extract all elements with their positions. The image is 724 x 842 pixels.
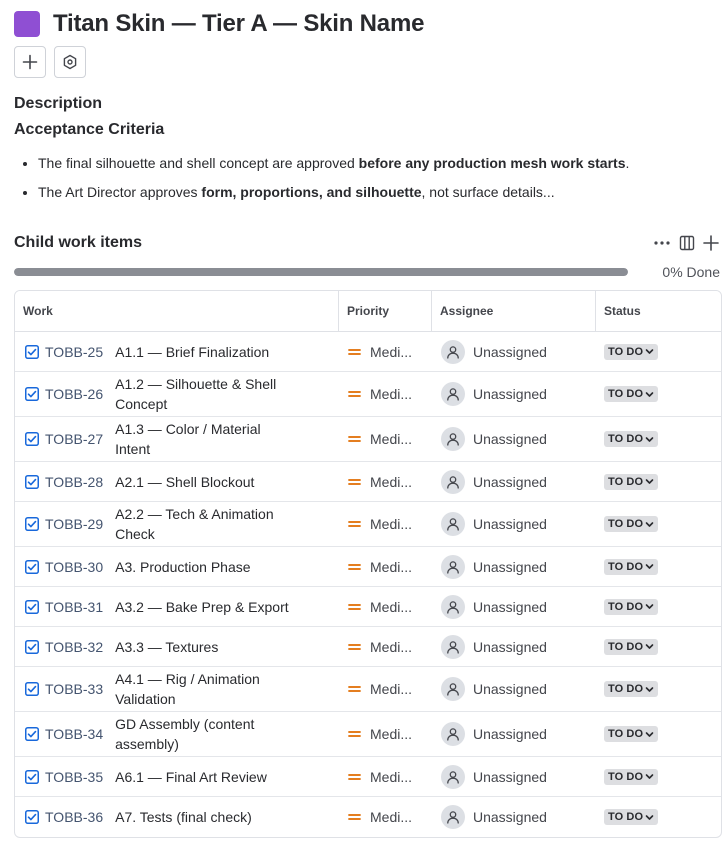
priority-cell[interactable]: [339, 332, 432, 371]
avatar: [441, 340, 465, 364]
status-badge[interactable]: [604, 344, 658, 360]
plus-icon[interactable]: [702, 235, 720, 251]
assignee-cell[interactable]: [432, 757, 596, 796]
task-checkbox-icon: [25, 770, 39, 784]
more-icon[interactable]: [652, 235, 672, 251]
status-badge[interactable]: [604, 681, 658, 697]
priority-label: Medi...: [370, 558, 413, 575]
assignee-label: Unassigned: [473, 516, 547, 532]
priority-label: Medi...: [370, 598, 413, 615]
priority-medium-icon: [348, 519, 361, 529]
task-checkbox-icon: [25, 600, 39, 614]
work-cell: [15, 712, 339, 756]
description-heading: Description: [14, 95, 103, 112]
chevron-down-icon: [645, 390, 654, 399]
priority-cell[interactable]: [339, 587, 432, 626]
work-item-key[interactable]: TOBB-32: [45, 638, 104, 655]
work-item-summary[interactable]: A3.2 — Bake Prep & Export: [115, 598, 289, 615]
assignee-label: Unassigned: [473, 343, 547, 360]
assignee-label: Unassigned: [473, 598, 547, 615]
priority-label: Medi...: [370, 473, 413, 490]
child-work-items-table: [14, 290, 722, 838]
work-item-key[interactable]: TOBB-30: [45, 558, 104, 575]
status-badge[interactable]: [604, 559, 658, 575]
chevron-down-icon: [645, 730, 654, 739]
work-item-summary[interactable]: GD Assembly (content assembly): [115, 716, 255, 752]
user-icon: [446, 475, 460, 489]
status-badge[interactable]: [604, 386, 658, 402]
progress: [14, 262, 720, 282]
avatar: [441, 427, 465, 451]
status-badge[interactable]: [604, 769, 658, 785]
status-cell: [596, 797, 721, 837]
work-item-key[interactable]: TOBB-25: [45, 343, 104, 360]
user-icon: [446, 387, 460, 401]
page-title[interactable]: Titan Skin — Tier A — Skin Name: [53, 10, 425, 37]
table-row[interactable]: [15, 462, 721, 502]
priority-cell[interactable]: [339, 547, 432, 586]
work-item-summary[interactable]: A2.1 — Shell Blockout: [115, 473, 255, 490]
priority-cell[interactable]: [339, 667, 432, 711]
avatar: [441, 677, 465, 701]
progress-bar: [14, 268, 628, 276]
task-checkbox-icon: [25, 810, 39, 824]
priority-medium-icon: [348, 347, 361, 357]
status-cell: [596, 627, 721, 666]
status-cell: [596, 667, 721, 711]
status-label: TO DO: [608, 518, 644, 530]
avatar: [441, 382, 465, 406]
user-icon: [446, 682, 460, 696]
chevron-down-icon: [645, 813, 654, 822]
column-header-status[interactable]: Status: [604, 304, 641, 318]
table-row[interactable]: [15, 547, 721, 587]
work-cell: [15, 502, 339, 546]
assignee-cell[interactable]: [432, 667, 596, 711]
assignee-label: Unassigned: [473, 473, 547, 490]
priority-cell[interactable]: [339, 372, 432, 416]
task-checkbox-icon: [25, 560, 39, 574]
avatar: [441, 635, 465, 659]
work-item-key[interactable]: TOBB-35: [45, 768, 104, 785]
priority-cell[interactable]: [339, 502, 432, 546]
work-cell: [15, 627, 339, 666]
status-cell: [596, 372, 721, 416]
chevron-down-icon: [645, 562, 654, 571]
status-badge[interactable]: [604, 431, 658, 447]
chevron-down-icon: [645, 435, 654, 444]
priority-cell[interactable]: [339, 712, 432, 756]
assignee-cell[interactable]: [432, 332, 596, 371]
work-item-summary[interactable]: A1.1 — Brief Finalization: [115, 343, 270, 360]
user-icon: [446, 810, 460, 824]
column-header-work[interactable]: Work: [15, 291, 339, 331]
work-cell: [15, 667, 339, 711]
assignee-cell[interactable]: [432, 712, 596, 756]
avatar: [441, 512, 465, 536]
priority-label: Medi...: [370, 726, 413, 742]
table-row[interactable]: [15, 797, 721, 837]
work-item-summary[interactable]: A4.1 — Rig / Animation Validation: [115, 671, 260, 707]
status-label: TO DO: [608, 600, 644, 613]
chevron-down-icon: [645, 642, 654, 651]
table-row[interactable]: [15, 627, 721, 667]
table-row[interactable]: [15, 757, 721, 797]
work-cell: [15, 757, 339, 796]
task-checkbox-icon: [25, 475, 39, 489]
user-icon: [446, 432, 460, 446]
work-item-summary[interactable]: A1.2 — Silhouette & Shell Concept: [115, 376, 277, 412]
status-label: TO DO: [608, 811, 644, 823]
work-item-key[interactable]: TOBB-28: [45, 473, 104, 490]
user-icon: [446, 640, 460, 654]
status-label: TO DO: [608, 770, 644, 783]
chevron-down-icon: [645, 520, 654, 529]
status-badge[interactable]: [604, 639, 658, 655]
avatar: [441, 470, 465, 494]
status-badge[interactable]: [604, 599, 658, 615]
add-button[interactable]: [14, 46, 46, 78]
work-cell: [15, 797, 339, 837]
work-item-key[interactable]: TOBB-33: [45, 681, 104, 697]
status-label: TO DO: [608, 388, 644, 400]
assignee-cell[interactable]: [432, 502, 596, 546]
task-checkbox-icon: [25, 517, 39, 531]
priority-medium-icon: [348, 642, 361, 652]
status-cell: [596, 502, 721, 546]
status-cell: [596, 757, 721, 796]
list-item: • The Art Director approves form, proportions, and silhouette, not surface details...: [38, 183, 714, 201]
work-cell: [15, 587, 339, 626]
table-row[interactable]: [15, 502, 721, 547]
work-cell: [15, 372, 339, 416]
work-item-key[interactable]: TOBB-29: [45, 516, 104, 532]
priority-medium-icon: [348, 434, 361, 444]
task-checkbox-icon: [25, 432, 39, 446]
status-label: TO DO: [608, 475, 644, 488]
progress-fill: [14, 268, 628, 276]
work-item-summary[interactable]: A2.2 — Tech & Animation Check: [115, 506, 274, 542]
status-cell: [596, 332, 721, 371]
assignee-cell[interactable]: [432, 587, 596, 626]
work-item-summary[interactable]: A1.3 — Color / Material Intent: [115, 421, 261, 457]
table-row[interactable]: [15, 372, 721, 417]
priority-cell[interactable]: [339, 462, 432, 501]
assignee-label: Unassigned: [473, 681, 547, 697]
status-badge[interactable]: [604, 474, 658, 490]
assignee-label: Unassigned: [473, 431, 547, 447]
list-item: • The final silhouette and shell concept are approved before any production mesh work starts.: [38, 154, 714, 172]
assignee-label: Unassigned: [473, 558, 547, 575]
priority-cell[interactable]: [339, 417, 432, 461]
task-checkbox-icon: [25, 345, 39, 359]
status-cell: [596, 547, 721, 586]
table-row[interactable]: [15, 417, 721, 462]
priority-medium-icon: [348, 562, 361, 572]
task-checkbox-icon: [25, 640, 39, 654]
status-label: TO DO: [608, 683, 644, 695]
task-checkbox-icon: [25, 387, 39, 401]
priority-label: Medi...: [370, 809, 413, 825]
priority-label: Medi...: [370, 638, 413, 655]
table-row[interactable]: [15, 667, 721, 712]
status-label: TO DO: [608, 433, 644, 445]
work-item-key[interactable]: TOBB-34: [45, 726, 104, 742]
column-header-assignee[interactable]: Assignee: [432, 291, 596, 331]
user-icon: [446, 345, 460, 359]
priority-cell[interactable]: [339, 757, 432, 796]
avatar: [441, 722, 465, 746]
avatar: [441, 555, 465, 579]
table-header: [15, 291, 721, 332]
acceptance-criteria-list: [14, 154, 714, 212]
priority-medium-icon: [348, 389, 361, 399]
status-cell: [596, 462, 721, 501]
purple-square-icon[interactable]: [14, 11, 40, 37]
assignee-label: Unassigned: [473, 386, 547, 402]
status-cell: [596, 712, 721, 756]
assignee-cell[interactable]: [432, 417, 596, 461]
work-item-summary[interactable]: A7. Tests (final check): [115, 809, 252, 825]
priority-label: Medi...: [370, 386, 413, 402]
work-cell: [15, 417, 339, 461]
apps-button[interactable]: [54, 46, 86, 78]
column-header-priority[interactable]: Priority: [339, 291, 432, 331]
user-icon: [446, 517, 460, 531]
table-row[interactable]: [15, 587, 721, 627]
status-badge[interactable]: [604, 809, 658, 825]
priority-label: Medi...: [370, 431, 413, 447]
priority-label: Medi...: [370, 768, 413, 785]
assignee-label: Unassigned: [473, 726, 547, 742]
assignee-label: Unassigned: [473, 768, 547, 785]
priority-medium-icon: [348, 772, 361, 782]
work-item-summary[interactable]: A3.3 — Textures: [115, 638, 219, 655]
assignee-label: Unassigned: [473, 809, 547, 825]
assignee-cell[interactable]: [432, 797, 596, 837]
child-tools: [652, 235, 720, 251]
status-label: TO DO: [608, 560, 644, 573]
hexagon-settings-icon: [62, 54, 78, 70]
priority-cell[interactable]: [339, 627, 432, 666]
status-badge[interactable]: [604, 516, 658, 532]
user-icon: [446, 727, 460, 741]
child-work-items-header: [14, 232, 720, 254]
assignee-label: Unassigned: [473, 638, 547, 655]
status-label: TO DO: [608, 640, 644, 653]
chevron-down-icon: [645, 602, 654, 611]
work-cell: [15, 462, 339, 501]
priority-medium-icon: [348, 684, 361, 694]
user-icon: [446, 600, 460, 614]
work-item-key[interactable]: TOBB-26: [45, 386, 104, 402]
acceptance-criteria-heading: Acceptance Criteria: [14, 121, 165, 138]
task-checkbox-icon: [25, 727, 39, 741]
table-body: [15, 332, 721, 837]
priority-medium-icon: [348, 729, 361, 739]
priority-label: Medi...: [370, 343, 413, 360]
priority-medium-icon: [348, 477, 361, 487]
chevron-down-icon: [645, 477, 654, 486]
work-cell: [15, 332, 339, 371]
work-item-key[interactable]: TOBB-31: [45, 598, 104, 615]
table-row[interactable]: [15, 712, 721, 757]
action-toolbar: [14, 46, 86, 78]
avatar: [441, 805, 465, 829]
avatar: [441, 595, 465, 619]
work-item-summary[interactable]: A3. Production Phase: [115, 558, 251, 575]
task-checkbox-icon: [25, 682, 39, 696]
avatar: [441, 765, 465, 789]
progress-label: 0% Done: [662, 264, 720, 280]
chevron-down-icon: [645, 772, 654, 781]
work-item-summary[interactable]: A6.1 — Final Art Review: [115, 768, 267, 785]
work-item-key[interactable]: TOBB-36: [45, 809, 104, 825]
page-header: [14, 10, 424, 38]
status-cell: [596, 587, 721, 626]
child-work-items-title: Child work items: [14, 234, 143, 251]
chevron-down-icon: [645, 347, 654, 356]
status-label: TO DO: [608, 345, 644, 358]
priority-medium-icon: [348, 602, 361, 612]
work-cell: [15, 547, 339, 586]
columns-icon[interactable]: [678, 235, 696, 251]
work-item-key[interactable]: TOBB-27: [45, 431, 104, 447]
assignee-cell[interactable]: [432, 627, 596, 666]
priority-medium-icon: [348, 812, 361, 822]
user-icon: [446, 770, 460, 784]
priority-label: Medi...: [370, 516, 413, 532]
status-cell: [596, 417, 721, 461]
assignee-cell[interactable]: [432, 372, 596, 416]
status-label: TO DO: [608, 728, 644, 740]
chevron-down-icon: [645, 685, 654, 694]
priority-cell[interactable]: [339, 797, 432, 837]
priority-label: Medi...: [370, 681, 413, 697]
assignee-cell[interactable]: [432, 547, 596, 586]
user-icon: [446, 560, 460, 574]
table-row[interactable]: [15, 332, 721, 372]
status-badge[interactable]: [604, 726, 658, 742]
plus-icon: [22, 54, 38, 70]
assignee-cell[interactable]: [432, 462, 596, 501]
